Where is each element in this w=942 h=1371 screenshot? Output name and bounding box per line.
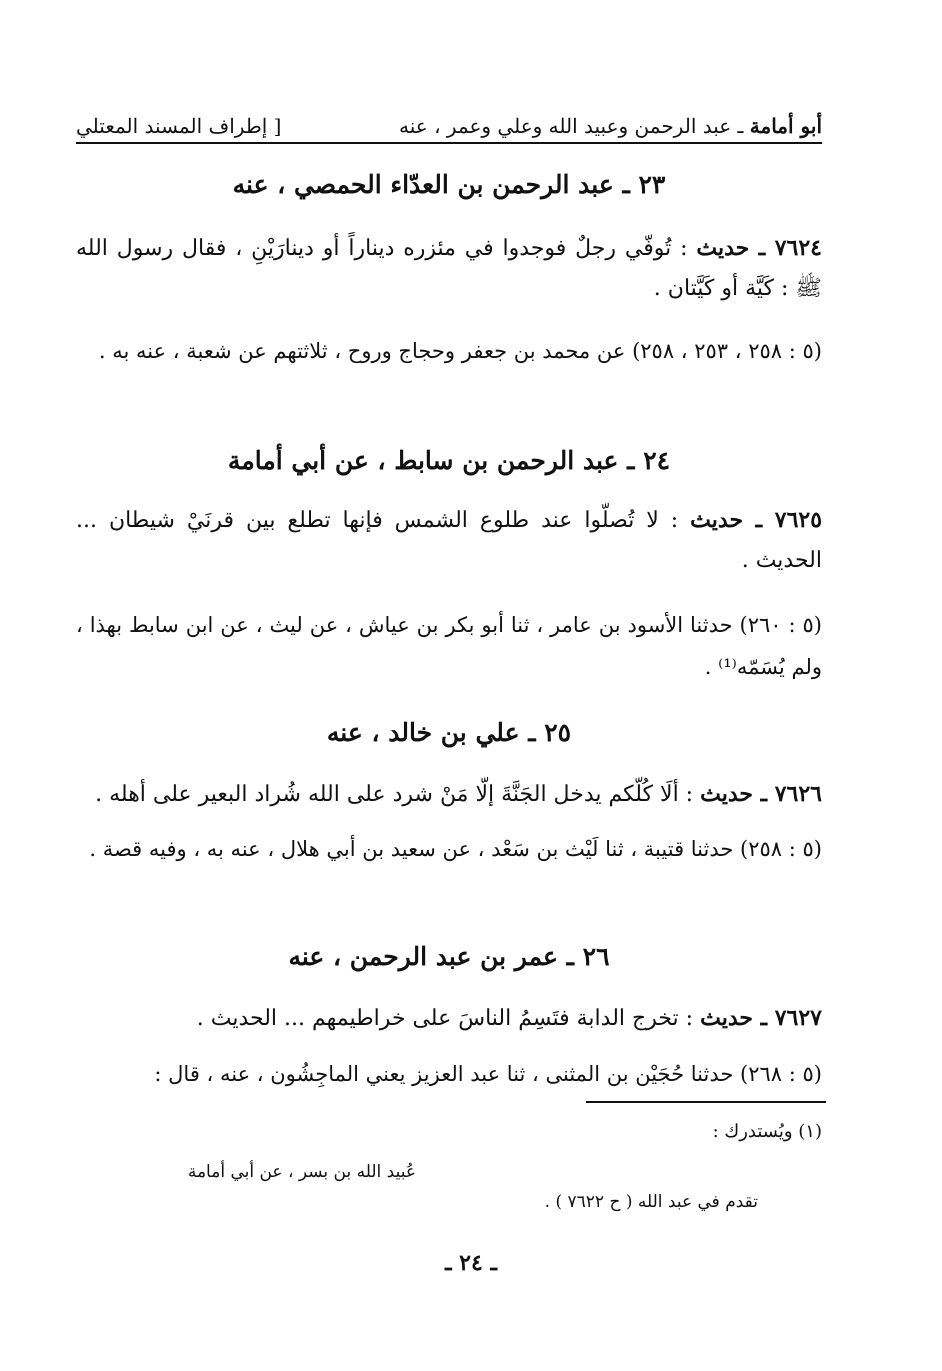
hadith-7627: [76, 998, 822, 1039]
section-title-25: ٢٥ ـ علي بن خالد ، عنه: [326, 718, 572, 747]
section-title-24: ٢٤ ـ عبد الرحمن بن سابط ، عن أبي أمامة: [227, 446, 671, 475]
footnote-heading: (١) ويُستدرك :: [712, 1121, 822, 1142]
hadith-source-7626: (٥ : ٢٥٨) حدثنا قتيبة ، ثنا لَيْث بن سَعْد ، عن سعيد بن أبي هلال ، عنه به ، وفيه قصة .: [89, 837, 822, 861]
hadith-7624: [76, 228, 822, 309]
hadith-7626: [76, 774, 822, 815]
hadith-source-7624: (٥ : ٢٥٨ ، ٢٥٣ ، ٢٥٨) عن محمد بن جعفر وحجاج وروح ، ثلاثتهم عن شعبة ، عنه به .: [98, 339, 822, 363]
section-title-23: ٢٣ ـ عبد الرحمن بن العدّاء الحمصي ، عنه: [232, 170, 666, 199]
page-number: ـ ٢٤ ـ: [445, 1250, 497, 1276]
hadith-label: ـ حديث: [700, 781, 775, 807]
hadith-7625: [76, 500, 822, 581]
hadith-text: : تُوفّي رجلٌ فوجدوا في مئزره ديناراً أو دينارَيْنِ ، فقال رسول الله ﷺ : كَيَّة أو كَيَّتان .: [76, 236, 822, 301]
header-title-rest: ـ عبد الرحمن وعبيد الله وعلي وعمر ، عنه: [399, 114, 750, 138]
hadith-source-7625: (٥ : ٢٦٠) حدثنا الأسود بن عامر ، ثنا أبو بكر بن عياش ، عن ليث ، عن ابن سابط بهذا ، ولم يُسَمّه⁽¹⁾ .: [76, 613, 822, 679]
footnote-divider: [586, 1101, 826, 1103]
section-title-26: ٢٦ ـ عمر بن عبد الرحمن ، عنه: [288, 942, 610, 971]
hadith-text: : لا تُصلّوا عند طلوع الشمس فإنها تطلع بين قرنَيْ شيطان ... الحديث .: [76, 508, 822, 573]
hadith-text: : ألَا كُلّكم يدخل الجَنَّةَ إلّا مَنْ شرد على الله شُراد البعير على أهله .: [95, 782, 701, 807]
header-title: [399, 114, 822, 138]
hadith-source-7627: (٥ : ٢٦٨) حدثنا حُجَيْن بن المثنى ، ثنا عبد العزيز يعني الماجِشُون ، عنه ، قال :: [154, 1062, 822, 1086]
running-header: [76, 104, 822, 144]
header-book-name: [ إطراف المسند المعتلي: [76, 114, 282, 138]
hadith-number: ٧٦٢٥: [774, 507, 823, 533]
hadith-number: ٧٦٢٤: [774, 235, 822, 261]
header-title-bold: أبو أمامة: [749, 114, 822, 138]
hadith-label: ـ حديث: [690, 507, 775, 533]
hadith-label: ـ حديث: [700, 1005, 775, 1031]
footnote-line-2: تقدم في عبد الله ( ح ٧٦٢٢ ) .: [544, 1192, 758, 1212]
footnote-line-1: عُبيد الله بن بسر ، عن أبي أمامة: [187, 1162, 416, 1182]
hadith-text: : تخرج الدابة فتَسِمُ الناسَ على خراطيمهم ... الحديث .: [196, 1006, 701, 1031]
hadith-label: ـ حديث: [696, 235, 775, 261]
hadith-number: ٧٦٢٧: [774, 1005, 822, 1031]
hadith-number: ٧٦٢٦: [774, 781, 822, 807]
